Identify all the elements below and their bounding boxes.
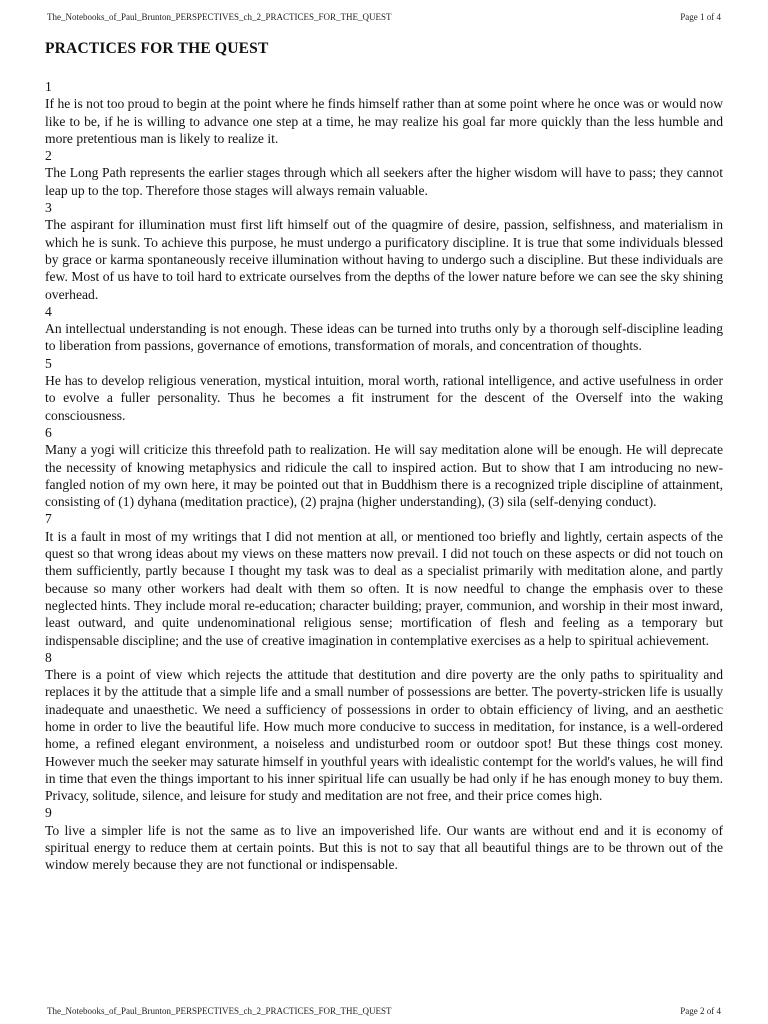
entry-number: 1 (45, 79, 52, 94)
document-page (45, 38, 723, 874)
header-filename: The_Notebooks_of_Paul_Brunton_PERSPECTIVES_ch_2_PRACTICES_FOR_THE_QUEST (47, 12, 392, 22)
entry-item (45, 510, 723, 648)
entry-number: 3 (45, 200, 52, 216)
entry-text: The Long Path represents the earlier stages through which all seekers after the higher wisdom will have to pass; they cannot leap up to the top. Therefore those stages will always remain valuable. (45, 165, 723, 198)
entry-item (45, 78, 723, 147)
entry-text: Many a yogi will criticize this threefold path to realization. He will say meditation alone will be enough. He will deprecate the necessity of knowing metaphysics and ridicule the call to inspired action. But to show that I am introducing no new-fangled notion of my own here, it may be pointed out that in Buddhism there is a recognized triple discipline of attainment, consisting of (1) dyhana (meditation practice), (2) prajna (higher understanding), (3) sila (self-denying conduct). (45, 442, 723, 510)
entry-text: There is a point of view which rejects the attitude that destitution and dire poverty are the only paths to spirituality and replaces it by the attitude that a simple life and a small number of possessions are better. The poverty-stricken life is usually inadequate and unaesthetic. We need a sufficiency of possessions in order to obtain efficiency of living, and an aesthetic home in order to live the beautiful life. How much more conducive to success in meditation, for instance, is a well-ordered home, a refined elegant environment, a noiseless and undisturbed room or outdoor spot! But these things cost money. However much the seeker may saturate himself in youthful years with idealistic contempt for the world's values, he will find in time that even the things important to his inner spiritual life can usually be had only if he has enough money to buy them. Privacy, solitude, silence, and leisure for study and meditation are not free, and their price comes high. (45, 667, 723, 804)
entry-text: To live a simpler life is not the same as to live an impoverished life. Our wants are without end and it is economy of spiritual energy to reduce them at certain points. But this is not to say that all beautiful things are to be thrown out of the window merely because they are not functional or indispensable. (45, 822, 723, 873)
entry-number: 4 (45, 303, 52, 319)
entry-number: 2 (45, 148, 52, 164)
entry-number: 5 (45, 355, 52, 371)
running-footer (47, 1006, 721, 1017)
entry-text: The aspirant for illumination must first lift himself out of the quagmire of desire, passion, selfishness, and materialism in which he is sunk. To achieve this purpose, he must undergo a purificatory discipline. It is true that some individuals blessed by grace or karma spontaneously receive illumination without having to undergo such a discipline. But these individuals are few. Most of us have to toil hard to extricate ourselves from the depths of the lower nature before we can see the sky shining overhead. (45, 217, 723, 302)
footer-page-number: Page 2 of 4 (680, 1006, 721, 1016)
entry-number: 8 (45, 649, 52, 665)
entry-text: If he is not too proud to begin at the point where he finds himself rather than at some point where he once was or would now like to be, if he is willing to advance one step at a time, he may realize his goal far more quickly than the less humble and more pretentious man is likely to realize it. (45, 96, 724, 146)
entry-item (45, 649, 723, 805)
header-page-number: Page 1 of 4 (680, 12, 721, 22)
entry-number: 7 (45, 511, 52, 527)
running-header (47, 12, 721, 23)
entry-list (45, 78, 723, 874)
entry-text: It is a fault in most of my writings that I did not mention at all, or mentioned too briefly and lightly, certain aspects of the quest so that wrong ideas about my views on these matters now prevail. I did not touch on these aspects or did not touch on them sufficiently, partly because I thought my task was to deal as a specialist primarily with meditation alone, and partly because so many other workers had dealt with them so often. It is now needful to change the emphasis over to these neglected hints. They include moral re-education; character building; prayer, communion, and worship in their most inward, least outward, and quite undenominational religious sense; mortification of flesh and feeling as a temporary but indispensable discipline; and the use of creative imagination in contemplative exercises as a help to spiritual achievement. (45, 528, 723, 648)
entry-text: An intellectual understanding is not enough. These ideas can be turned into truths only by a thorough self-discipline leading to liberation from passions, governance of emotions, transformation of morals, and concentration of thoughts. (45, 321, 723, 354)
entry-number: 6 (45, 424, 52, 440)
entry-item (45, 303, 723, 355)
entry-item (45, 424, 723, 510)
entry-number: 9 (45, 805, 52, 821)
entry-text: He has to develop religious veneration, mystical intuition, moral worth, rational intelligence, and active usefulness in order to evolve a fuller personality. Thus he becomes a fit instrument for the descent of the Overself into the waking consciousness. (45, 373, 723, 423)
entry-item (45, 355, 723, 424)
footer-filename: The_Notebooks_of_Paul_Brunton_PERSPECTIVES_ch_2_PRACTICES_FOR_THE_QUEST (47, 1006, 392, 1016)
entry-item (45, 804, 723, 873)
entry-item (45, 199, 723, 303)
page-title: PRACTICES FOR THE QUEST (45, 40, 269, 57)
entry-item (45, 147, 723, 199)
